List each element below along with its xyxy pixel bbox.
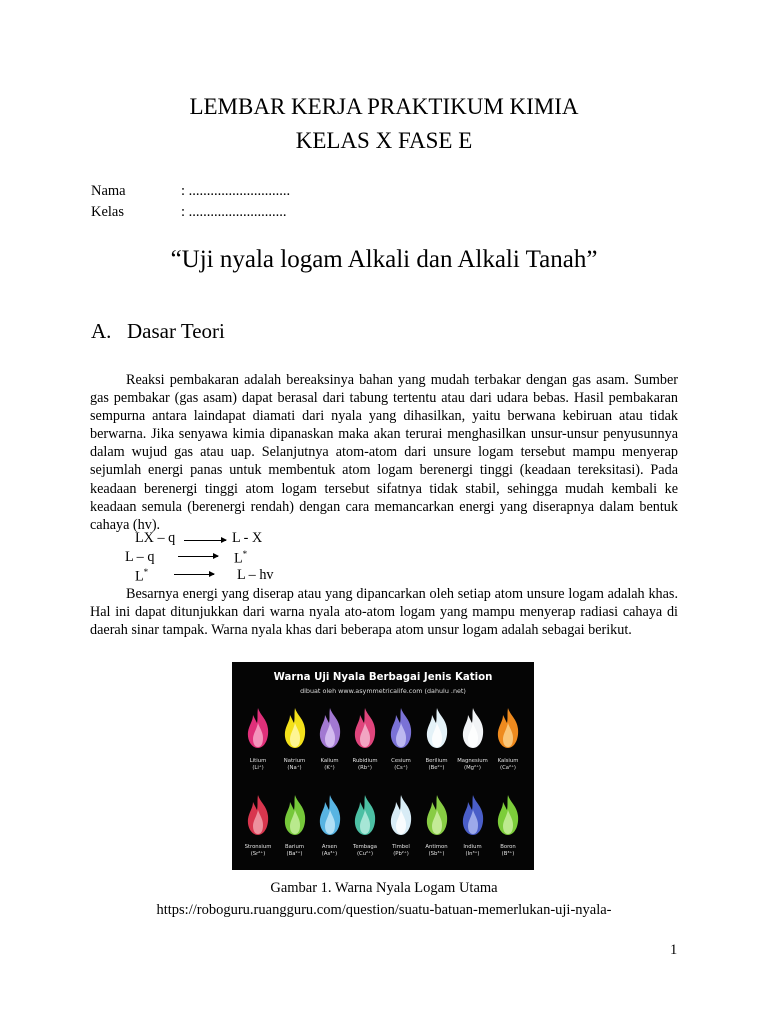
equation-2-symbol: L (234, 550, 243, 567)
flame-icon (424, 794, 450, 836)
flame-label (239, 758, 277, 772)
class-field (91, 202, 287, 222)
excited-marker: * (242, 549, 248, 559)
name-value: : ............................ (181, 183, 291, 199)
ion-symbol: (Sb³⁺) (428, 851, 445, 857)
name-label: Nama (91, 183, 126, 199)
class-value: : ........................... (181, 204, 287, 220)
ion-symbol: (Mg²⁺) (464, 765, 481, 771)
element-name: Boron (500, 844, 516, 850)
flame-icon (388, 707, 414, 749)
equation-3-right: L – hv (237, 567, 274, 583)
flame-label (382, 758, 420, 772)
element-name: Arsen (321, 844, 338, 850)
equation-3-left (135, 567, 148, 586)
class-label: Kelas (91, 204, 125, 220)
ion-symbol: (B³⁺) (501, 851, 515, 857)
flame-label (346, 844, 384, 858)
element-name: Kalsium (497, 758, 519, 764)
flame-label (489, 844, 527, 858)
flame-icon (245, 794, 271, 836)
element-name: Rubidium (352, 758, 378, 764)
reaction-arrow (178, 556, 218, 557)
paragraph-text: Reaksi pembakaran adalah bereaksinya bahan yang mudah terbakar dengan gas asam. Sumber gas pembakar (gas asam) dapat berasal dari tabung tertentu atau dari udara bebas. Hasil pembakaran sempurna antara laindapat diamati dari nyala yang dihasilkan, yaitu berwana kebiruan atau tidak berwarna. Jika senyawa kimia dipanaskan maka akan terurai menghasilkan unsur-unsur penyusunnya dalam wujud gas atau uap. Selanjutnya atom-atom dari unsure logam tersebut mampu menyerap sejumlah energi panas untuk membentuk atom logam berenergi tinggi (keadaan tereksitasi). Pada keadaan berenergi tinggi atom logam tersebut sifatnya tidak stabil, sehingga mudah kembali ke keadaan semula (berenergi rendah) dengan cara memancarkan energi yang diserapnya dalam bentuk cahaya (hv). (90, 372, 678, 533)
equation-2-left: L – q (125, 549, 155, 565)
section-heading (91, 319, 225, 344)
flame-label (454, 844, 492, 858)
ion-symbol: (Na⁺) (287, 765, 302, 771)
excited-marker: * (143, 567, 149, 577)
flame-icon (352, 794, 378, 836)
theory-paragraph-2 (90, 585, 678, 639)
element-name: Cesium (391, 758, 411, 764)
element-name: Kalium (320, 758, 339, 764)
figure-caption: Gambar 1. Warna Nyala Logam Utama (270, 880, 498, 896)
ion-symbol: (As³⁺) (321, 851, 338, 857)
page-number: 1 (670, 942, 678, 958)
ion-symbol: (Be²⁺) (428, 765, 445, 771)
section-title: Dasar Teori (127, 319, 225, 343)
flame-icon (460, 707, 486, 749)
flame-icon (245, 707, 271, 749)
ion-symbol: (Pb²⁺) (393, 851, 409, 857)
source-link[interactable]: https://roboguru.ruangguru.com/question/suatu-batuan-memerlukan-uji-nyala- (156, 902, 612, 918)
figure-subtitle: dibuat oleh www.asymmetricalife.com (dahulu .net) (300, 687, 466, 695)
flame-icon (460, 794, 486, 836)
element-name: Natrium (283, 758, 306, 764)
flame-icon (352, 707, 378, 749)
element-name: Timbel (392, 844, 410, 850)
ion-symbol: (Li⁺) (252, 765, 264, 771)
element-name: Stronsium (244, 844, 272, 850)
reaction-arrow (174, 574, 214, 575)
flame-icon (282, 707, 308, 749)
ion-symbol: (Ca²⁺) (500, 765, 516, 771)
element-name: Barium (284, 844, 305, 850)
document-title-line2: KELAS X FASE E (295, 128, 473, 153)
equation-2-right (234, 549, 247, 568)
flame-label (418, 844, 456, 858)
section-number: A. (91, 319, 112, 343)
flame-label (276, 758, 314, 772)
flame-icon (282, 794, 308, 836)
flame-icon (495, 794, 521, 836)
flame-label (489, 758, 527, 772)
reaction-arrow (184, 540, 226, 541)
ion-symbol: (Cu²⁺) (356, 851, 374, 857)
flame-label (418, 758, 456, 772)
flame-icon (495, 707, 521, 749)
equation-3-symbol: L (135, 568, 144, 585)
flame-icon (317, 794, 343, 836)
flame-label (311, 844, 349, 858)
ion-symbol: (In³⁺) (465, 851, 480, 857)
experiment-title: “Uji nyala logam Alkali dan Alkali Tanah” (170, 246, 598, 273)
flame-label (276, 844, 314, 858)
ion-symbol: (Rb⁺) (358, 765, 372, 771)
document-title-line1: LEMBAR KERJA PRAKTIKUM KIMIA (189, 94, 579, 119)
flame-icon (388, 794, 414, 836)
name-field (91, 181, 291, 201)
flame-label (454, 758, 492, 772)
element-name: Antimon (425, 844, 448, 850)
element-name: Litium (249, 758, 267, 764)
flame-icon (317, 707, 343, 749)
flame-label (239, 844, 277, 858)
theory-paragraph-1 (90, 371, 678, 534)
ion-symbol: (Sr²⁺) (250, 851, 266, 857)
flame-label (382, 844, 420, 858)
figure-title: Warna Uji Nyala Berbagai Jenis Kation (273, 672, 493, 683)
paragraph-text: Besarnya energi yang diserap atau yang dipancarkan oleh setiap atom unsure logam adalah khas. Hal ini dapat ditunjukkan dari warna nyala ato-atom logam yang mampu menyerap radiasi cahaya di daerah sinar tampak. Warna nyala khas dari beberapa atom unsur logam adalah sebagai berikut. (90, 586, 678, 639)
equation-1-right: L - X (232, 530, 263, 546)
element-name: Berilium (425, 758, 448, 764)
equation-1-left: LX – q (135, 530, 176, 546)
flame-icon (424, 707, 450, 749)
flame-label (311, 758, 349, 772)
flame-label (346, 758, 384, 772)
flame-test-figure (232, 662, 534, 870)
element-name: Magnesium (457, 758, 488, 764)
element-name: Indium (463, 844, 482, 850)
element-name: Tembaga (353, 844, 377, 850)
ion-symbol: (Ba²⁺) (286, 851, 303, 857)
ion-symbol: (Cs⁺) (394, 765, 408, 771)
ion-symbol: (K⁺) (324, 765, 335, 771)
